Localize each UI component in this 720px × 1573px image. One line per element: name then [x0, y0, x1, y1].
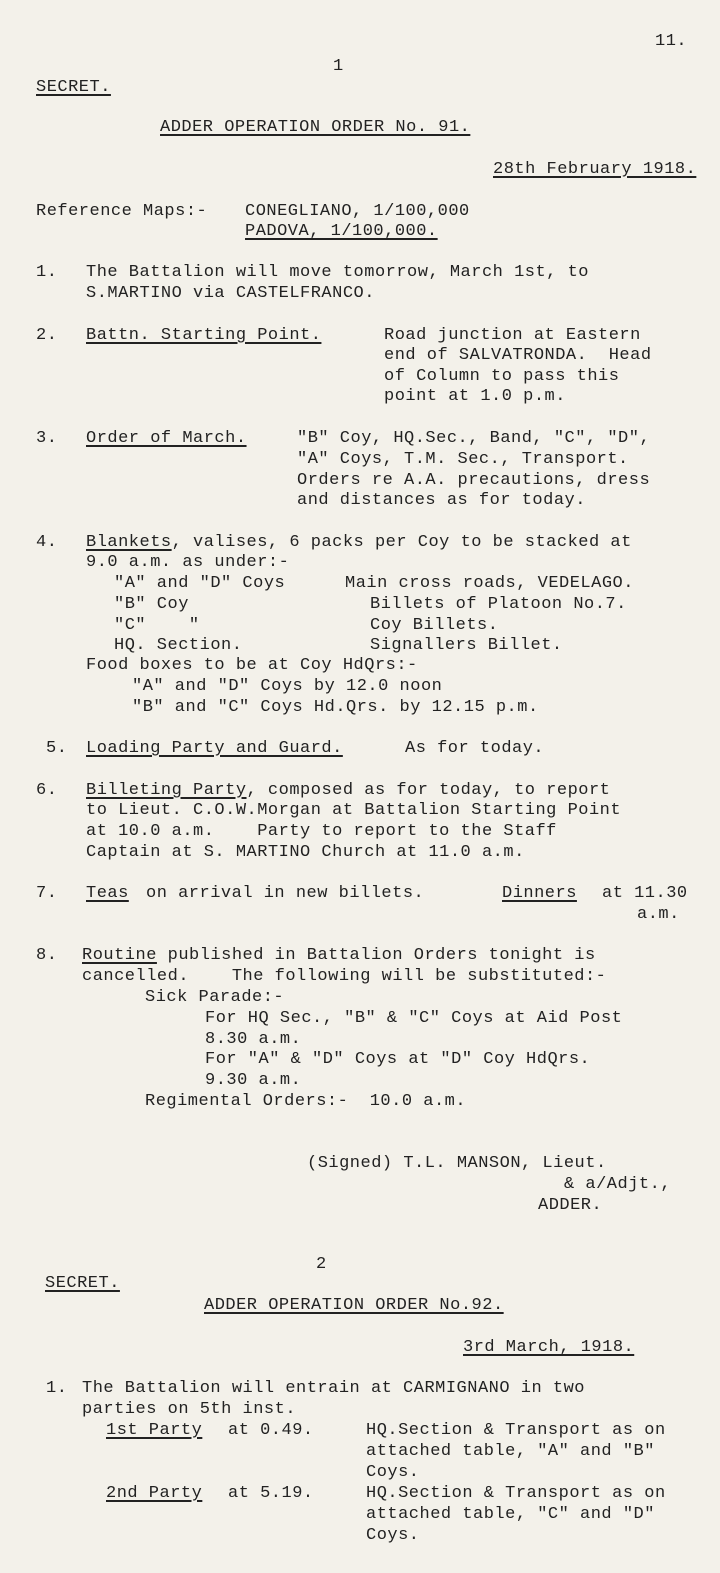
reference-maps-label: Reference Maps:-: [36, 202, 208, 221]
stack-unit: "B" Coy: [114, 595, 189, 614]
para-heading: Order of March.: [86, 429, 247, 448]
order-title: ADDER OPERATION ORDER No.92.: [204, 1296, 504, 1315]
para-text: Food boxes to be at Coy HdQrs:-: [86, 656, 418, 675]
para-text: to Lieut. C.O.W.Morgan at Battalion Starting Point: [86, 801, 622, 820]
para-text: and distances as for today.: [297, 491, 586, 510]
para-text: point at 1.0 p.m.: [384, 387, 566, 406]
para-number: 8.: [36, 946, 58, 965]
party-detail: attached table, "C" and "D": [366, 1505, 655, 1524]
stack-unit: "C" ": [114, 616, 200, 635]
order-date: 28th February 1918.: [493, 160, 697, 179]
para-text: For "A" & "D" Coys at "D" Coy HdQrs.: [205, 1050, 591, 1069]
para-text: Road junction at Eastern: [384, 326, 641, 345]
party-detail: Coys.: [366, 1463, 420, 1482]
para-heading: Loading Party and Guard.: [86, 739, 343, 758]
para-text: [86, 781, 610, 801]
party-detail: HQ.Section & Transport as on: [366, 1484, 666, 1503]
party-time: at 0.49.: [228, 1421, 314, 1440]
para-text: a.m.: [637, 905, 680, 924]
para-text: Captain at S. MARTINO Church at 11.0 a.m.: [86, 843, 525, 862]
para-number: 3.: [36, 429, 58, 448]
reference-map-2: PADOVA, 1/100,000.: [245, 222, 438, 241]
para-text: of Column to pass this: [384, 367, 620, 386]
reference-map-1: CONEGLIANO, 1/100,000: [245, 202, 470, 221]
para-number: 1.: [46, 1379, 68, 1398]
para-text: Orders re A.A. precautions, dress: [297, 471, 651, 490]
para-text: Regimental Orders:- 10.0 a.m.: [145, 1092, 467, 1111]
order-date: 3rd March, 1918.: [463, 1338, 635, 1357]
para-text: "A" and "D" Coys by 12.0 noon: [132, 677, 443, 696]
para-text: cancelled. The following will be substituted:-: [82, 967, 607, 986]
stack-unit: "A" and "D" Coys: [114, 574, 286, 593]
classification-secret: SECRET.: [45, 1274, 120, 1293]
para-text: For HQ Sec., "B" & "C" Coys at Aid Post: [205, 1009, 623, 1028]
para-text: [86, 533, 632, 553]
para-number: 5.: [46, 739, 68, 758]
para-heading: Dinners: [502, 884, 577, 903]
stack-location: Billets of Platoon No.7.: [370, 595, 627, 614]
signature-line: & a/Adjt.,: [564, 1175, 672, 1194]
sheet-number: 2: [316, 1255, 327, 1274]
para-text: 9.30 a.m.: [205, 1071, 302, 1090]
signature-line: ADDER.: [538, 1196, 603, 1215]
para-text: published in Battalion Orders tonight is: [167, 946, 596, 965]
para-text: , composed as for today, to report: [246, 781, 611, 800]
para-text: "B" and "C" Coys Hd.Qrs. by 12.15 p.m.: [132, 698, 539, 717]
para-text: parties on 5th inst.: [82, 1400, 297, 1419]
para-text: 8.30 a.m.: [205, 1030, 302, 1049]
para-number: 1.: [36, 263, 58, 282]
para-text: As for today.: [405, 739, 545, 758]
stack-unit: HQ. Section.: [114, 636, 243, 655]
para-text: The Battalion will move tomorrow, March 1st, to: [86, 263, 589, 282]
stack-location: Signallers Billet.: [370, 636, 563, 655]
para-heading: Routine: [82, 946, 157, 965]
party-label: 1st Party: [106, 1421, 203, 1440]
para-text: "A" Coys, T.M. Sec., Transport.: [297, 450, 629, 469]
para-text: Sick Parade:-: [145, 988, 285, 1007]
sheet-number: 1: [333, 57, 344, 76]
para-text: , valises, 6 packs per Coy to be stacked at: [171, 533, 632, 552]
para-number: 4.: [36, 533, 58, 552]
party-time: at 5.19.: [228, 1484, 314, 1503]
signature-line: (Signed) T.L. MANSON, Lieut.: [307, 1154, 607, 1173]
party-detail: HQ.Section & Transport as on: [366, 1421, 666, 1440]
order-title: ADDER OPERATION ORDER No. 91.: [160, 118, 471, 137]
classification-secret: SECRET.: [36, 78, 111, 97]
para-text: on arrival in new billets.: [146, 884, 425, 903]
para-number: 6.: [36, 781, 58, 800]
para-heading: Blankets: [86, 533, 172, 552]
para-text: S.MARTINO via CASTELFRANCO.: [86, 284, 375, 303]
para-text: [82, 946, 596, 966]
page-number: 11.: [655, 32, 688, 51]
party-detail: Coys.: [366, 1526, 420, 1545]
stack-location: Main cross roads, VEDELAGO.: [345, 574, 634, 593]
para-text: 9.0 a.m. as under:-: [86, 553, 290, 572]
para-number: 2.: [36, 326, 58, 345]
party-detail: attached table, "A" and "B": [366, 1442, 655, 1461]
para-heading: Battn. Starting Point.: [86, 326, 322, 345]
para-text: "B" Coy, HQ.Sec., Band, "C", "D",: [297, 429, 651, 448]
para-text: end of SALVATRONDA. Head: [384, 346, 652, 365]
para-number: 7.: [36, 884, 58, 903]
para-text: at 10.0 a.m. Party to report to the Staff: [86, 822, 557, 841]
party-label: 2nd Party: [106, 1484, 203, 1503]
para-text: at 11.30: [602, 884, 688, 903]
stack-location: Coy Billets.: [370, 616, 499, 635]
para-heading: Teas: [86, 884, 129, 903]
para-text: The Battalion will entrain at CARMIGNANO in two: [82, 1379, 585, 1398]
para-heading: Billeting Party: [86, 781, 247, 800]
